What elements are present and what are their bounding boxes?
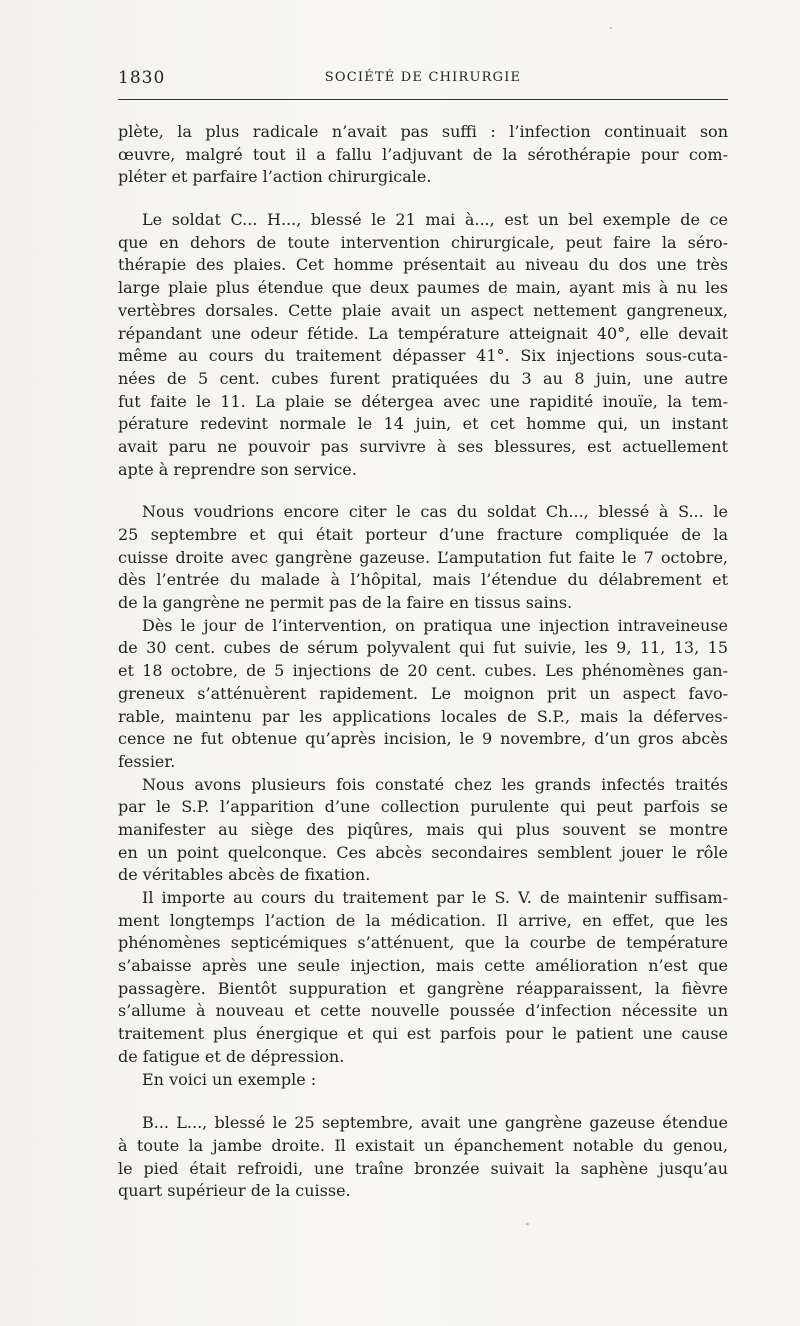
text-line: ment longtemps l’action de la médication. Il arrive, en effet, que les xyxy=(118,910,728,930)
text-line: apte à reprendre son service. xyxy=(118,459,357,479)
text-line: s’allume à nouveau et cette nouvelle poussée d’infection nécessite un xyxy=(118,1001,728,1021)
text-line: plète, la plus radicale n’avait pas suffi : l’infection continuait son xyxy=(118,122,728,141)
text-line: large plaie plus étendue que deux paumes de main, ayant mis à nu les xyxy=(118,278,728,298)
running-head: SOCIÉTÉ DE CHIRURGIE xyxy=(324,70,522,85)
text-line: phénomènes septicémiques s’atténuent, que la courbe de température xyxy=(118,933,728,953)
text-line: traitement plus énergique et qui est parfois pour le patient une cause xyxy=(118,1024,728,1044)
page-header xyxy=(118,68,728,90)
text-line: greneux s’atténuèrent rapidement. Le moignon prit un aspect favo- xyxy=(118,683,728,703)
body-text xyxy=(118,121,728,1203)
text-line: cence ne fut obtenue qu’après incision, le 9 novembre, d’un gros abcès xyxy=(118,729,728,749)
text-line: rable, maintenu par les applications locales de S.P., mais la déferves- xyxy=(118,706,728,726)
text-line: En voici un exemple : xyxy=(142,1069,317,1089)
text-line: pléter et parfaire l’action chirurgicale. xyxy=(118,167,432,187)
paragraph-gap xyxy=(118,1091,728,1112)
text-line: quart supérieur de la cuisse. xyxy=(118,1181,351,1201)
text-line: de la gangrène ne permit pas de la faire en tissus sains. xyxy=(118,593,573,613)
paper-speck xyxy=(526,1223,529,1225)
text-line: s’abaisse après une seule injection, mais cette amélioration n’est que xyxy=(118,956,728,976)
text-line: que en dehors de toute intervention chirurgicale, peut faire la séro- xyxy=(118,232,728,252)
page-number: 1830 xyxy=(118,68,166,88)
text-line: 25 septembre et qui était porteur d’une fracture compliquée de la xyxy=(118,525,728,544)
text-line: le pied était refroidi, une traîne bronzée suivait la saphène jusqu’au xyxy=(118,1158,728,1178)
text-line: par le S.P. l’apparition d’une collection purulente qui peut parfois se xyxy=(118,797,728,817)
text-line: Nous voudrions encore citer le cas du soldat Ch..., blessé à S... le xyxy=(142,502,728,522)
text-line: Dès le jour de l’intervention, on pratiqua une injection intraveineuse xyxy=(142,615,728,635)
text-line: Le soldat C... H..., blessé le 21 mai à..., est un bel exemple de ce xyxy=(142,210,728,230)
text-line: en un point quelconque. Ces abcès secondaires semblent jouer le rôle xyxy=(118,842,728,862)
text-line: de 30 cent. cubes de sérum polyvalent qui fut suivie, les 9, 11, 13, 15 xyxy=(118,638,728,658)
text-line: thérapie des plaies. Cet homme présentait au niveau du dos une très xyxy=(118,255,728,275)
text-line: même au cours du traitement dépasser 41°. Six injections sous-cuta- xyxy=(118,346,728,366)
paragraph-gap xyxy=(118,481,728,501)
text-line: fessier. xyxy=(118,751,176,771)
header-rule xyxy=(118,99,728,100)
text-line: répandant une odeur fétide. La température atteignait 40°, elle devait xyxy=(118,323,728,343)
text-line: fut faite le 11. La plaie se détergea avec une rapidité inouïe, la tem- xyxy=(118,391,728,411)
text-line: œuvre, malgré tout il a fallu l’adjuvant de la sérothérapie pour com- xyxy=(118,144,728,164)
text-line: à toute la jambe droite. Il existait un épanchement notable du genou, xyxy=(118,1135,728,1155)
text-line: de véritables abcès de fixation. xyxy=(118,865,371,885)
text-line: de fatigue et de dépression. xyxy=(118,1046,345,1066)
text-line: Nous avons plusieurs fois constaté chez les grands infectés traités xyxy=(142,774,728,794)
text-line: vertèbres dorsales. Cette plaie avait un aspect nettement gangreneux, xyxy=(118,300,728,320)
paper-speck xyxy=(610,27,612,29)
text-line: Il importe au cours du traitement par le S. V. de maintenir suffisam- xyxy=(142,888,728,907)
paragraph-gap xyxy=(118,189,728,209)
text-line: pérature redevint normale le 14 juin, et cet homme qui, un instant xyxy=(118,414,728,434)
text-line: dès l’entrée du malade à l’hôpital, mais l’étendue du délabrement et xyxy=(118,570,728,590)
text-line: nées de 5 cent. cubes furent pratiquées du 3 au 8 juin, une autre xyxy=(118,368,728,388)
text-line: manifester au siège des piqûres, mais qui plus souvent se montre xyxy=(118,819,728,839)
text-line: avait paru ne pouvoir pas survivre à ses blessures, est actuellement xyxy=(118,436,728,456)
text-line: cuisse droite avec gangrène gazeuse. L’amputation fut faite le 7 octobre, xyxy=(118,547,728,567)
text-line: et 18 octobre, de 5 injections de 20 cent. cubes. Les phénomènes gan- xyxy=(118,661,728,681)
text-line: passagère. Bientôt suppuration et gangrène réapparaissent, la fièvre xyxy=(118,978,728,998)
text-line: B... L..., blessé le 25 septembre, avait une gangrène gazeuse étendue xyxy=(142,1113,728,1133)
